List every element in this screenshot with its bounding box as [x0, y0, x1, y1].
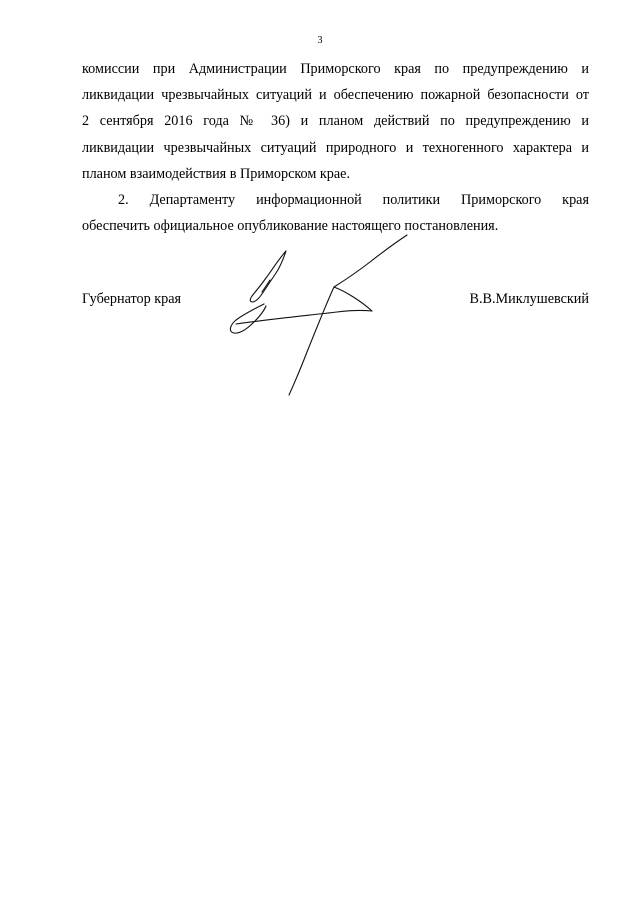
signer-name: В.В.Миклушевский [469, 291, 589, 307]
page-number: 3 [317, 35, 323, 46]
document-body [82, 56, 589, 239]
paragraph-2-line-2: обеспечить официальное опубликование настоящего постановления. [82, 218, 499, 235]
signer-position: Губернатор края [82, 291, 182, 307]
body-line-1: комиссии при Администрации Приморского края по предупреждению и [82, 61, 589, 77]
paragraph-2-line-1: 2. Департаменту информационной политики Приморского края [118, 191, 589, 208]
body-line-4: ликвидации чрезвычайных ситуаций природного и техногенного характера и [82, 139, 589, 156]
body-line-3: 2 сентября 2016 года № 36) и планом действий по предупреждению и [82, 113, 589, 130]
body-line-2: ликвидации чрезвычайных ситуаций и обеспечению пожарной безопасности от [82, 87, 589, 104]
handwritten-signature [222, 232, 412, 402]
body-line-5: планом взаимодействия в Приморском крае. [82, 165, 351, 182]
